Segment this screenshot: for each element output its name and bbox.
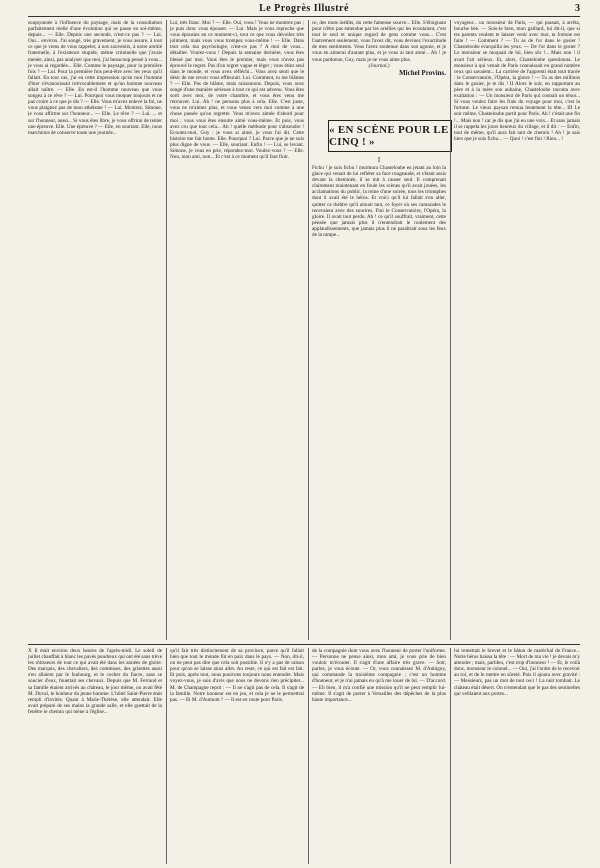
story-text: Lui, très franc. Moi ? — Elle. Oui, vous ! Vous ne montrez pas ; je puis donc vous épouser. — Lui. Mais je vous reproche que vous épousiez en ce moment-ci, tout ce que vous dévoilez très joliment, mais vous vous trompez vous-même ! — Elle. Dans tout cela ma psychologie, n'est-ce pas ? A moi de vous... détailler. Voulez-vous ! Depuis la semaine dernière, vous êtes blessé par moi. Vous êtes le premier, mais vous n'avez pas éprouvé le regret. Pas d'un regret vague et léger ; vous étiez seul dans le monde, et vous avez réfléchi... Vous avez senti que le désir de me revoir vous effleurait. Lui. Comment, tu me blâmes ? — Elle. Pas de blâme, mais raisonnons. Depuis, vous avez songé d'une manière sérieuse à tout ce qui est advenu. Vous êtes sorti avec moi, de votre chambre, et vous êtes venu me retrouver. Lui. Ah ! ne pensons plus à cela. Elle. C'est juste, vous ne m'aimez plus, et vous venez vers moi comme à une chose passée qu'on regrette. Vous m'avez aimée d'abord pour moi ; vous vous êtes ensuite aimé vous-même. Et puis, vous avez cru que tout cela... Ah ! quelle méthode pour s'absoudre ! Ecoutez-moi, Guy : je vous ai aimé, je vous l'ai dit. Cette histoire me fait honte. Elle. Pourquoi ? Lui. Parce que je ne suis plus digne de vous. — Elle, souriant. Enfin ! — Lui, se levant. Simone, je vous en prie, répondez-moi. Voulez-vous ? — Elle. Non, mon ami, non... Et c'est à ce moment qu'il faut finir. <box>170 20 304 161</box>
story-text: lui remettait le brevet et le bâton de maréchal de France... Notre héros baissa la tête : — Mort de ma vie ! je devais m'y attendre ; mais, parbleu, c'est trop d'honneur ! — Et, le voilà donc, monsieur le colonel... — Oui, j'ai l'ordre de le recevoir au roi, et de le mettre en sûreté. Puis il ajouta avec gravité : — Messieurs, pas un mot de tout ceci ! La nuit tombait. Le château était désert. On n'entendait que le pas des sentinelles qui veillaient aux portes... <box>454 648 580 697</box>
header-rule <box>28 16 580 17</box>
bottom-column-2 <box>170 648 304 864</box>
story-text: soupçonnée à l'influence du paysage, mais de la consultation parfaitement réelle d'une évolution qui se passe en soi-même, depuis... — Elle. Depuis une seconde, n'est-ce pas ? — Lui. Oui... environ. J'ai songé, très gravement, je vous assure, à tout ce que je viens de vous rappeler, à nos souvenirs, à notre amitié fraternelle, à l'existence stupide, même criminelle que j'avais menée, ainsi, pas analyser que moi, j'ai beaucoup pensé à vous... je vous ai regardée... Elle. Comme le paysage, pour la première fois ? — Lui. Pour la première fois peut-être avec les yeux qu'il fallait. En tout cas, j'ai eu cette impression qu'en moi l'homme d'hier s'évanouissait irrévocablement et qu'un homme nouveau allait naître. — Elle. En est-il l'homme nouveau que vous songez à ce rêve ? — Lui. Pourquoi vous moquer toujours et ne pas croire à ce que je dis ? — Elle. Vous m'avez enlevé la foi, ne vous plaignez pas de mon athéisme ! — Lui. Montrez, Simone, je vous affirme sur l'honneur... — Elle. Le rêve ? — Lui. ... et sur l'honneur, aussi... Si vous êtes libre, je vous offrirai de tenter une épreuve. Elle. Une épreuve ? — Elle, en souriant. Elle, nous marchions de conserve toute une journée... <box>28 20 162 136</box>
column-3-top <box>312 20 446 116</box>
story-text: Fichu ! je suis fichu ! murmura Chasteloube en jetant au loin la glace qui venait de lui refléter sa face rougeaude, et s'étant assis devant la cheminée, il se mit à causer seul. Il comprenait clairement maintenant en foule les scènes qu'il avait jouées, les acclamations du public, la reine d'une soirée, tous les triomphes dont il avait été le héros. Et voici qu'il lui fallait s'en aller, quitter ce théâtre qu'il aimait tant, ce foyer où ses camarades le recevaient avec des sourires. Fini le Conservatoire, l'Opéra, la gloire. Il avait tout perdu. Ah ! ce qu'il souffrait, vraiment, cette pensée que jamais plus il n'entendrait le roulement des applaudissements, que jamais plus il ne paraîtrait sous les feux de la rampe... <box>312 165 446 239</box>
bottom-column-1 <box>28 648 162 864</box>
column-divider <box>166 648 167 864</box>
column-divider <box>308 20 309 640</box>
column-4 <box>454 20 580 640</box>
bottom-column-3 <box>312 648 446 864</box>
author-signature: Michel Provins. <box>399 68 446 77</box>
masthead <box>28 3 580 15</box>
story-text: ce, des mots inédits, du cette fameuse source... Elle. S'éloignant pour n'être pas entendue par les oreilles qui les écoutaient, c'est tout le seul et unique regard de gens comme vous... C'est l'autrement seulement, vous l'avez dit, vous devinez l'exactitude de mes sentiments. Vous l'avez soutenue dans son agonie, et je vous en aimerai d'autant plus, et je vous ai tant aimé... Ah ! je vous pardonne, Guy, mais je ne vous aime plus. <box>312 20 446 63</box>
column-divider <box>166 20 167 640</box>
section-banner: « EN SCÈNE POUR LE CINQ ! » <box>328 120 452 152</box>
column-divider <box>450 648 451 864</box>
column-divider <box>450 20 451 640</box>
column-1 <box>28 20 162 640</box>
story-text: voyageur... un monsieur de Paris, — qui passait, à arrêta, bouche bée. — Sois-le bien, mon gaillard, lui dit-il, que si tes parents veulent te laisser venir avec moi, ta fortune est faite ! — Comment ? — Tu as de l'or dans le gosier ! Chasteloube écarquilla les yeux. — De l'or dans le gosier ? Le monsieur se moquait de lui, bien sûr !... Mais non ! il avait l'air sérieux. Et, alors, Chasteloube questionna. Le monsieur à qui venait de Paris connaissait en grand nombre ceux qui savaient... La carrière de l'apprenti était tout tracée : le Conservatoire, l'Opéra, la gloire ! — Tu as des millions dans le gosier, je te dis ! II Alors le soir, en rapportant au père et à la mère son aubaine, Chasteloube raconta avec exaltation : — Un monsieur de Paris qui connaît un ténor... Si vous voulez faire les frais du voyage pour moi, c'est la fortune. Le vieux paysan remua lentement la tête... III Le soir même, Chasteloube partit pour Paris. Ah ! c'était une fin !... Mais non ! car je dis que j'ai eu une voix... Et sans jamais il se rappela les jours heureux du village, et il dit : — Enfin, tout de même, qu'il aura fait tant de chemin ! Ah ! je sais bien que je suis fichu... — Quoi ! c'est fini ! Rien... ! <box>454 20 580 142</box>
column-3 <box>312 156 446 640</box>
story-text: de la compagnie dont vous avez l'honneur de porter l'uniforme. — Personne ne pense ainsi, mon ami, je vous prie de bien vouloir m'écouter. Il s'agit d'une affaire très grave. — Soit, parlez, je vous écoute. — Or, vous connaissez M. d'Aubigny, qui commande la troisième compagnie ; c'est un homme d'honneur, et je n'ai jamais eu qu'à me louer de lui. — D'accord. — Eh bien, il m'a confié une mission qu'il ne peut remplir lui-même. Il s'agit de porter à Versailles des dépêches de la plus haute importance... <box>312 648 446 703</box>
column-divider <box>308 648 309 864</box>
story-text: qu'il fait très distinctement de sa province, parce qu'il fallait bien que tout le monde fût en paix dans le pays. — Non, dit-il, on ne peut pas dire que cela soit possible. Il n'y a pas de raison pour qu'on se laisse ainsi aller. Au reste, ce qui est fait est fait. Et puis, après tout, nous pourrons toujours nous entendre. Mais voyez-vous, je suis d'avis que nous ne devons rien précipiter... M. de Champagne reprit : — Il ne s'agit pas de cela. Il s'agit de la famille. Notre honneur est en jeu, et cela je ne le permettrai pas. — Et M. d'Aumont ? — Il est en route pour Paris. <box>170 648 304 703</box>
page-number: 3 <box>575 3 580 14</box>
newspaper-title: Le Progrès Illustré <box>259 3 349 14</box>
section-rule <box>28 644 580 645</box>
column-2 <box>170 20 304 640</box>
source-note: (Journal.) <box>368 62 390 69</box>
bottom-column-4 <box>454 648 580 864</box>
story-text: X Il était environ deux heures de l'après-midi. Le soleil de juillet chauffait à blanc les pavés poudreux qui ont été sans trêve les rôtisseurs de tout ce qui avait été dans les années de gloire. Des marquis, des chevaliers, des comtesses, des grisettes aussi s'en allaient par le faubourg, et le cocher du fiacre, sans se soucier d'eux, fouettait ses chevaux. Depuis que M. Ferrand et sa famille étaient arrivés au château, le jour même, on avait fêté M. Duval, le bonheur du jeune homme. L'hôtel Saint-Pierre était rempli d'invités. Quant à Marie-Thérèse, elle attendait. Elle avait préparé de ses mains la grande salle, et elle guettait de la fenêtre le chemin qui mène à l'église... <box>28 648 162 715</box>
section-number: I <box>377 156 381 164</box>
